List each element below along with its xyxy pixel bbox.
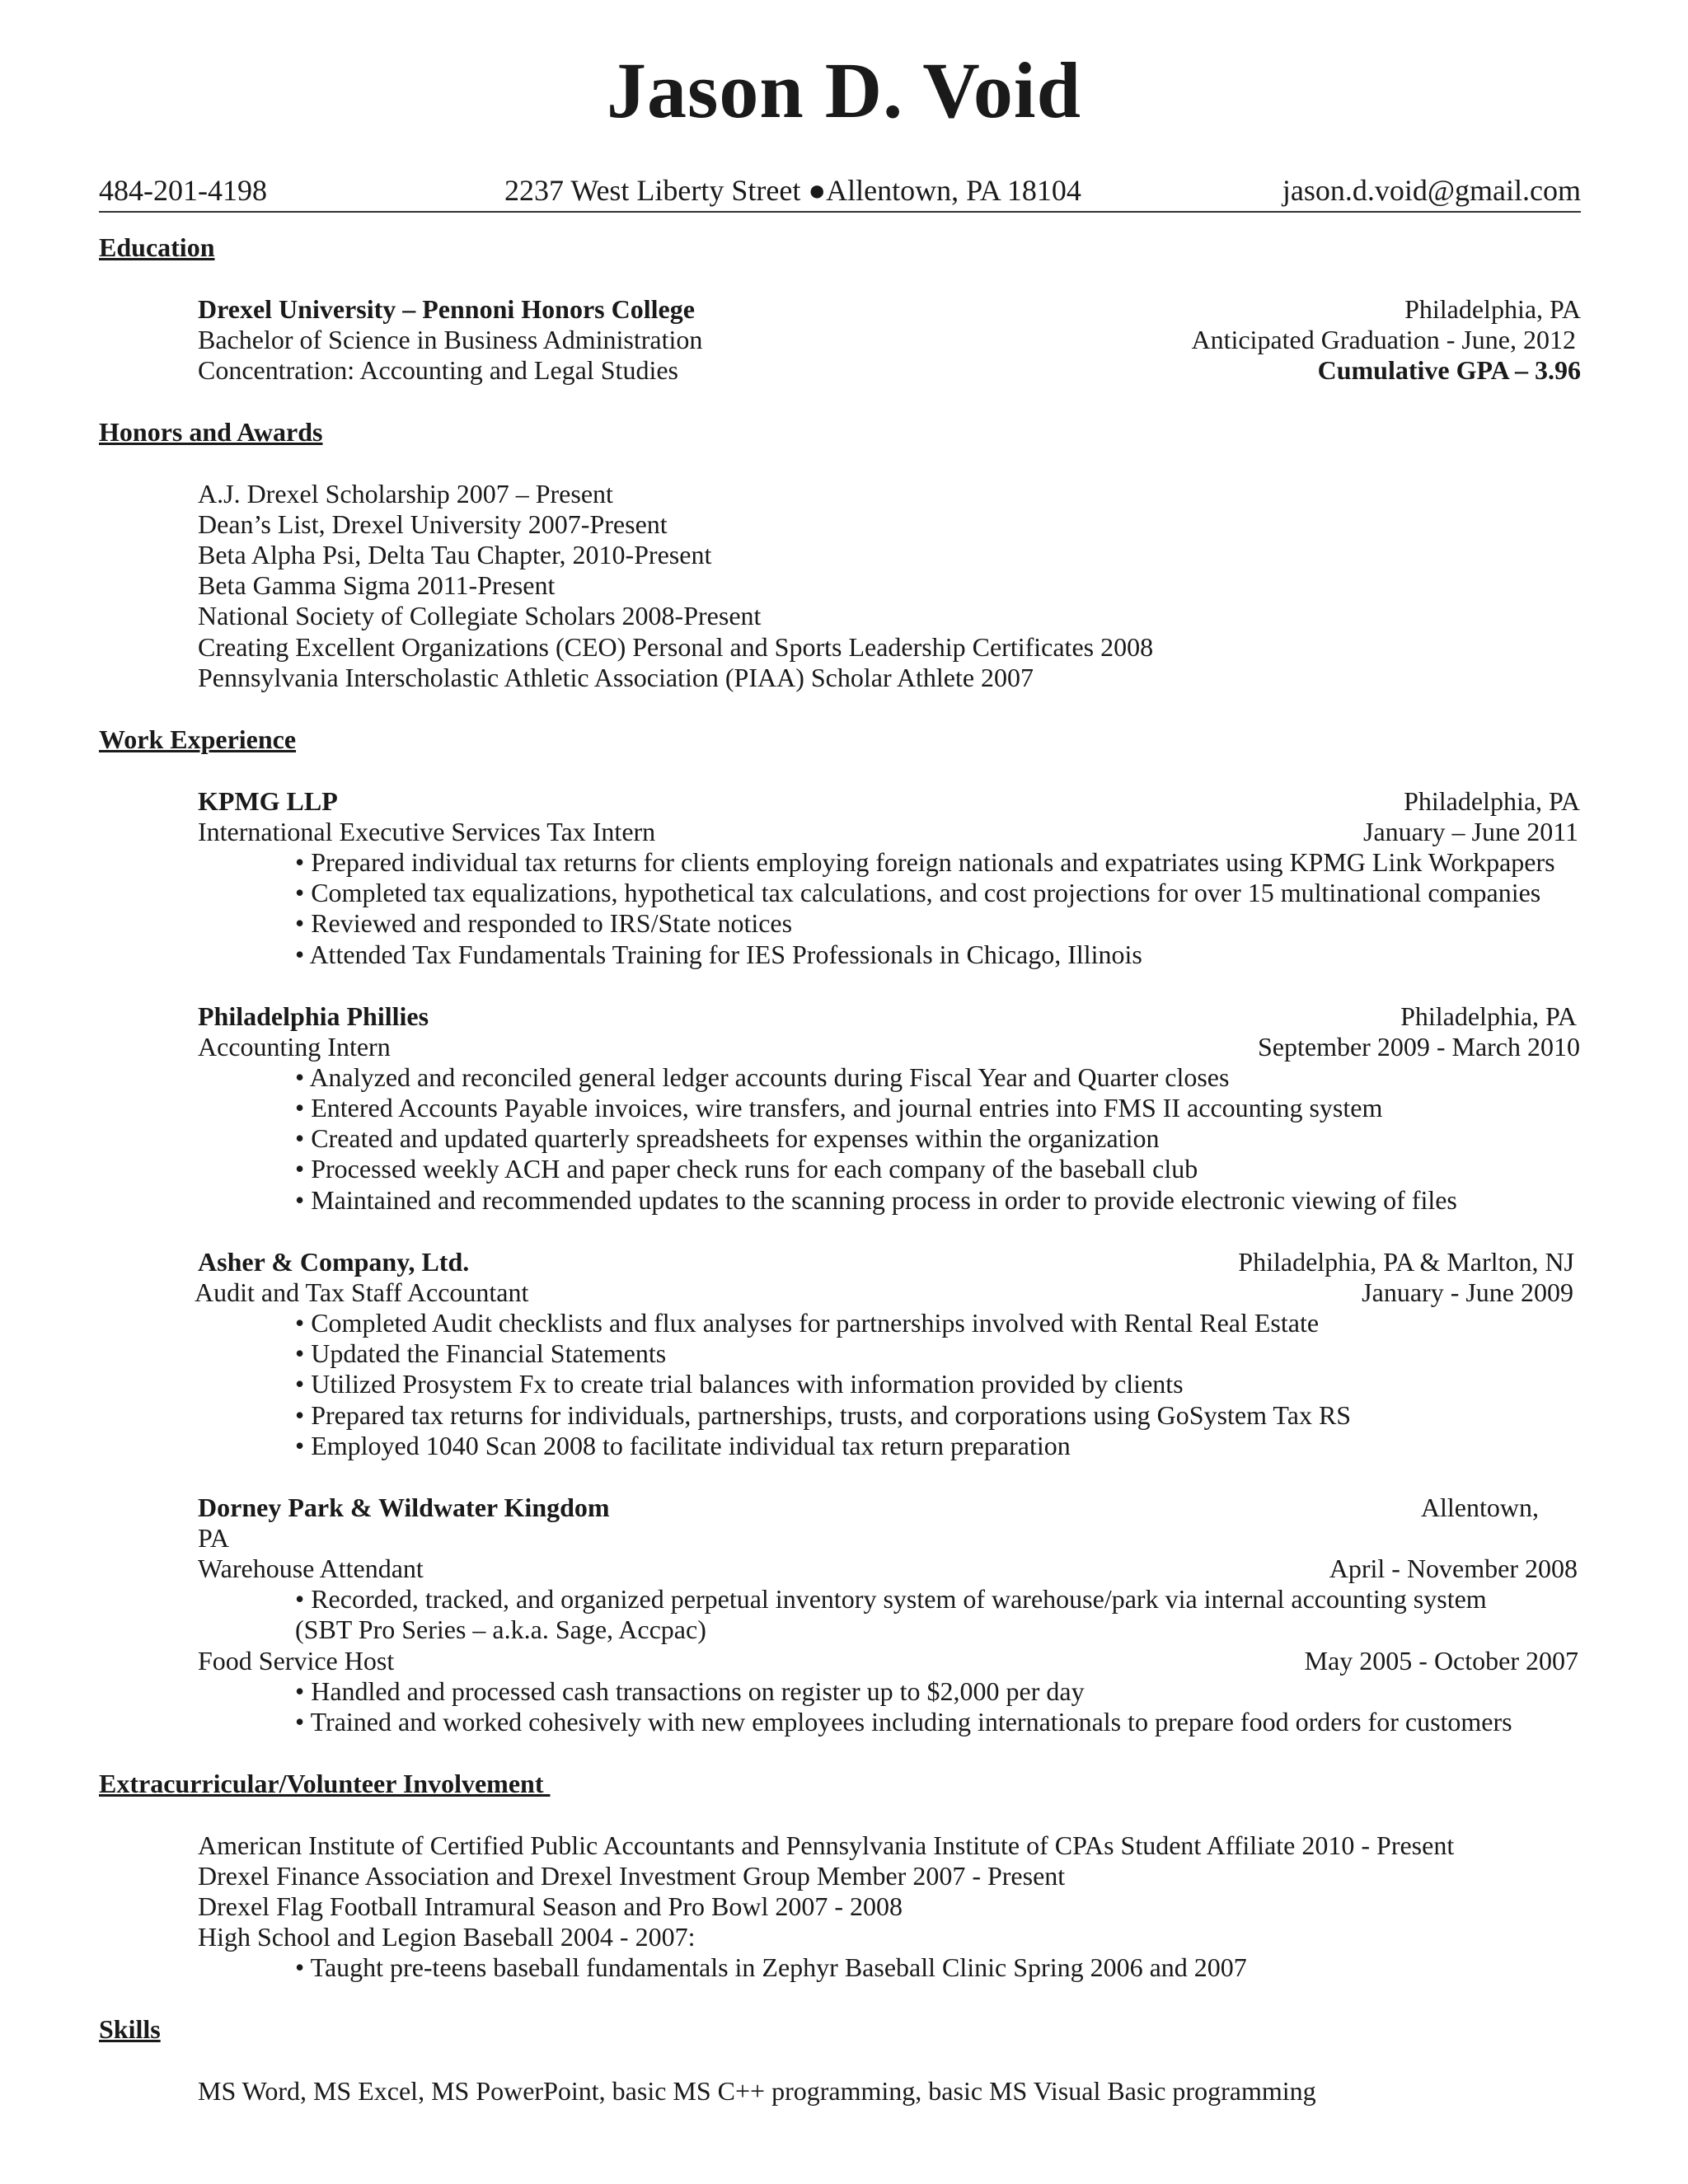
honor-item: Dean’s List, Drexel University 2007-Present <box>198 509 668 539</box>
job-bullet: • Attended Tax Fundamentals Training for IES Professionals in Chicago, Illinois <box>295 940 1142 969</box>
extracurricular-item: Drexel Finance Association and Drexel Investment Group Member 2007 - Present <box>198 1861 1066 1891</box>
job-bullet: • Entered Accounts Payable invoices, wire transfers, and journal entries into FMS II accounting system <box>295 1093 1383 1122</box>
job-title: Accounting Intern <box>198 1032 391 1062</box>
job-title: International Executive Services Tax Intern <box>198 817 656 846</box>
job-title-row <box>0 1277 1688 1308</box>
job-title-row <box>0 1645 1688 1676</box>
skills-list: MS Word, MS Excel, MS PowerPoint, basic MS C++ programming, basic MS Visual Basic programming <box>198 2076 1316 2106</box>
honor-item: Beta Gamma Sigma 2011-Present <box>198 570 556 600</box>
job-bullet: • Utilized Prosystem Fx to create trial balances with information provided by clients <box>295 1369 1184 1399</box>
honor-item: Pennsylvania Interscholastic Athletic Association (PIAA) Scholar Athlete 2007 <box>198 663 1034 692</box>
job-company-row <box>0 785 1688 817</box>
job-bullet: • Trained and worked cohesively with new employees including internationals to prepare food orders for customers <box>295 1707 1512 1736</box>
job-title-row <box>0 816 1688 847</box>
job-company-row <box>0 1246 1688 1277</box>
job-dates: September 2009 - March 2010 <box>1257 1032 1580 1062</box>
contact-bar <box>99 170 1581 213</box>
school-location: Philadelphia, PA <box>1404 294 1581 324</box>
company-location: Philadelphia, PA <box>1400 1001 1577 1031</box>
job-bullet: • Reviewed and responded to IRS/State notices <box>295 908 793 938</box>
graduation-date: Anticipated Graduation - June, 2012 <box>1191 325 1576 354</box>
phone-number: 484-201-4198 <box>99 174 267 207</box>
job-company-row <box>0 1492 1688 1523</box>
extracurricular-bullet: • Taught pre-teens baseball fundamentals in Zephyr Baseball Clinic Spring 2006 and 2007 <box>295 1952 1247 1982</box>
job-dates: April - November 2008 <box>1329 1554 1578 1583</box>
job-title: Food Service Host <box>198 1646 395 1675</box>
education-degree-row <box>0 324 1688 355</box>
job-bullet: • Analyzed and reconciled general ledger accounts during Fiscal Year and Quarter closes <box>295 1062 1230 1092</box>
section-heading-skills: Skills <box>99 2014 161 2044</box>
job-bullet: • Prepared tax returns for individuals, partnerships, trusts, and corporations using GoSystem Tax RS <box>295 1400 1352 1430</box>
section-heading-work: Work Experience <box>99 724 297 754</box>
job-bullet: • Updated the Financial Statements <box>295 1338 667 1368</box>
company-name: Philadelphia Phillies <box>198 1001 429 1031</box>
job-bullet: • Completed Audit checklists and flux analyses for partnerships involved with Rental Real Estate <box>295 1308 1320 1338</box>
job-title-row <box>0 1553 1688 1584</box>
job-title-row <box>0 1031 1688 1062</box>
school-name: Drexel University – Pennoni Honors College <box>198 294 695 324</box>
company-name: Asher & Company, Ltd. <box>198 1247 470 1277</box>
job-title: Warehouse Attendant <box>198 1554 424 1583</box>
section-heading-education: Education <box>99 232 215 262</box>
degree: Bachelor of Science in Business Administration <box>198 325 703 354</box>
email-address: jason.d.void@gmail.com <box>1282 174 1581 207</box>
resume-name: Jason D. Void <box>607 46 1081 134</box>
education-school-row <box>0 293 1688 325</box>
job-bullet: • Maintained and recommended updates to the scanning process in order to provide electronic viewing of files <box>295 1185 1457 1215</box>
company-location: Philadelphia, PA <box>1404 786 1580 816</box>
honor-item: Beta Alpha Psi, Delta Tau Chapter, 2010-Present <box>198 540 712 569</box>
company-name: KPMG LLP <box>198 786 338 816</box>
extracurricular-item: American Institute of Certified Public Accountants and Pennsylvania Institute of CPAs Student Affiliate 2010 - Present <box>198 1830 1455 1860</box>
extracurricular-item: High School and Legion Baseball 2004 - 2007: <box>198 1922 696 1952</box>
job-dates: January - June 2009 <box>1362 1277 1573 1307</box>
job-title: Audit and Tax Staff Accountant <box>195 1277 529 1307</box>
company-name: Dorney Park & Wildwater Kingdom <box>198 1493 610 1522</box>
street-address: 2237 West Liberty Street ●Allentown, PA 18104 <box>504 174 1081 207</box>
job-bullet: • Created and updated quarterly spreadsheets for expenses within the organization <box>295 1123 1160 1153</box>
honor-item: Creating Excellent Organizations (CEO) Personal and Sports Leadership Certificates 2008 <box>198 632 1154 662</box>
job-dates: May 2005 - October 2007 <box>1304 1646 1578 1675</box>
honor-item: National Society of Collegiate Scholars 2008-Present <box>198 601 762 630</box>
job-bullet: • Completed tax equalizations, hypothetical tax calculations, and cost projections for over 15 multinational companies <box>295 878 1541 907</box>
job-company-row <box>0 1001 1688 1032</box>
job-dates: January – June 2011 <box>1363 817 1578 846</box>
company-location: Allentown, <box>1420 1493 1539 1522</box>
job-bullet: • Prepared individual tax returns for clients employing foreign nationals and expatriates using KPMG Link Workpapers <box>295 847 1555 877</box>
job-bullet: • Employed 1040 Scan 2008 to facilitate individual tax return preparation <box>295 1431 1071 1460</box>
gpa: Cumulative GPA – 3.96 <box>1317 355 1581 385</box>
company-location-continued: PA <box>198 1523 229 1553</box>
job-bullet: • Recorded, tracked, and organized perpetual inventory system of warehouse/park via internal accounting system <box>295 1584 1487 1614</box>
honor-item: A.J. Drexel Scholarship 2007 – Present <box>198 479 613 509</box>
company-location: Philadelphia, PA & Marlton, NJ <box>1238 1247 1574 1277</box>
education-concentration-row <box>0 354 1688 386</box>
job-bullet: • Handled and processed cash transactions on register up to $2,000 per day <box>295 1676 1085 1706</box>
extracurricular-item: Drexel Flag Football Intramural Season and Pro Bowl 2007 - 2008 <box>198 1891 903 1921</box>
section-heading-extracurricular: Extracurricular/Volunteer Involvement <box>99 1769 551 1798</box>
concentration: Concentration: Accounting and Legal Studies <box>198 355 678 385</box>
job-bullet: • Processed weekly ACH and paper check runs for each company of the baseball club <box>295 1154 1198 1183</box>
section-heading-honors: Honors and Awards <box>99 417 323 447</box>
job-bullet-continued: (SBT Pro Series – a.k.a. Sage, Accpac) <box>295 1615 706 1644</box>
